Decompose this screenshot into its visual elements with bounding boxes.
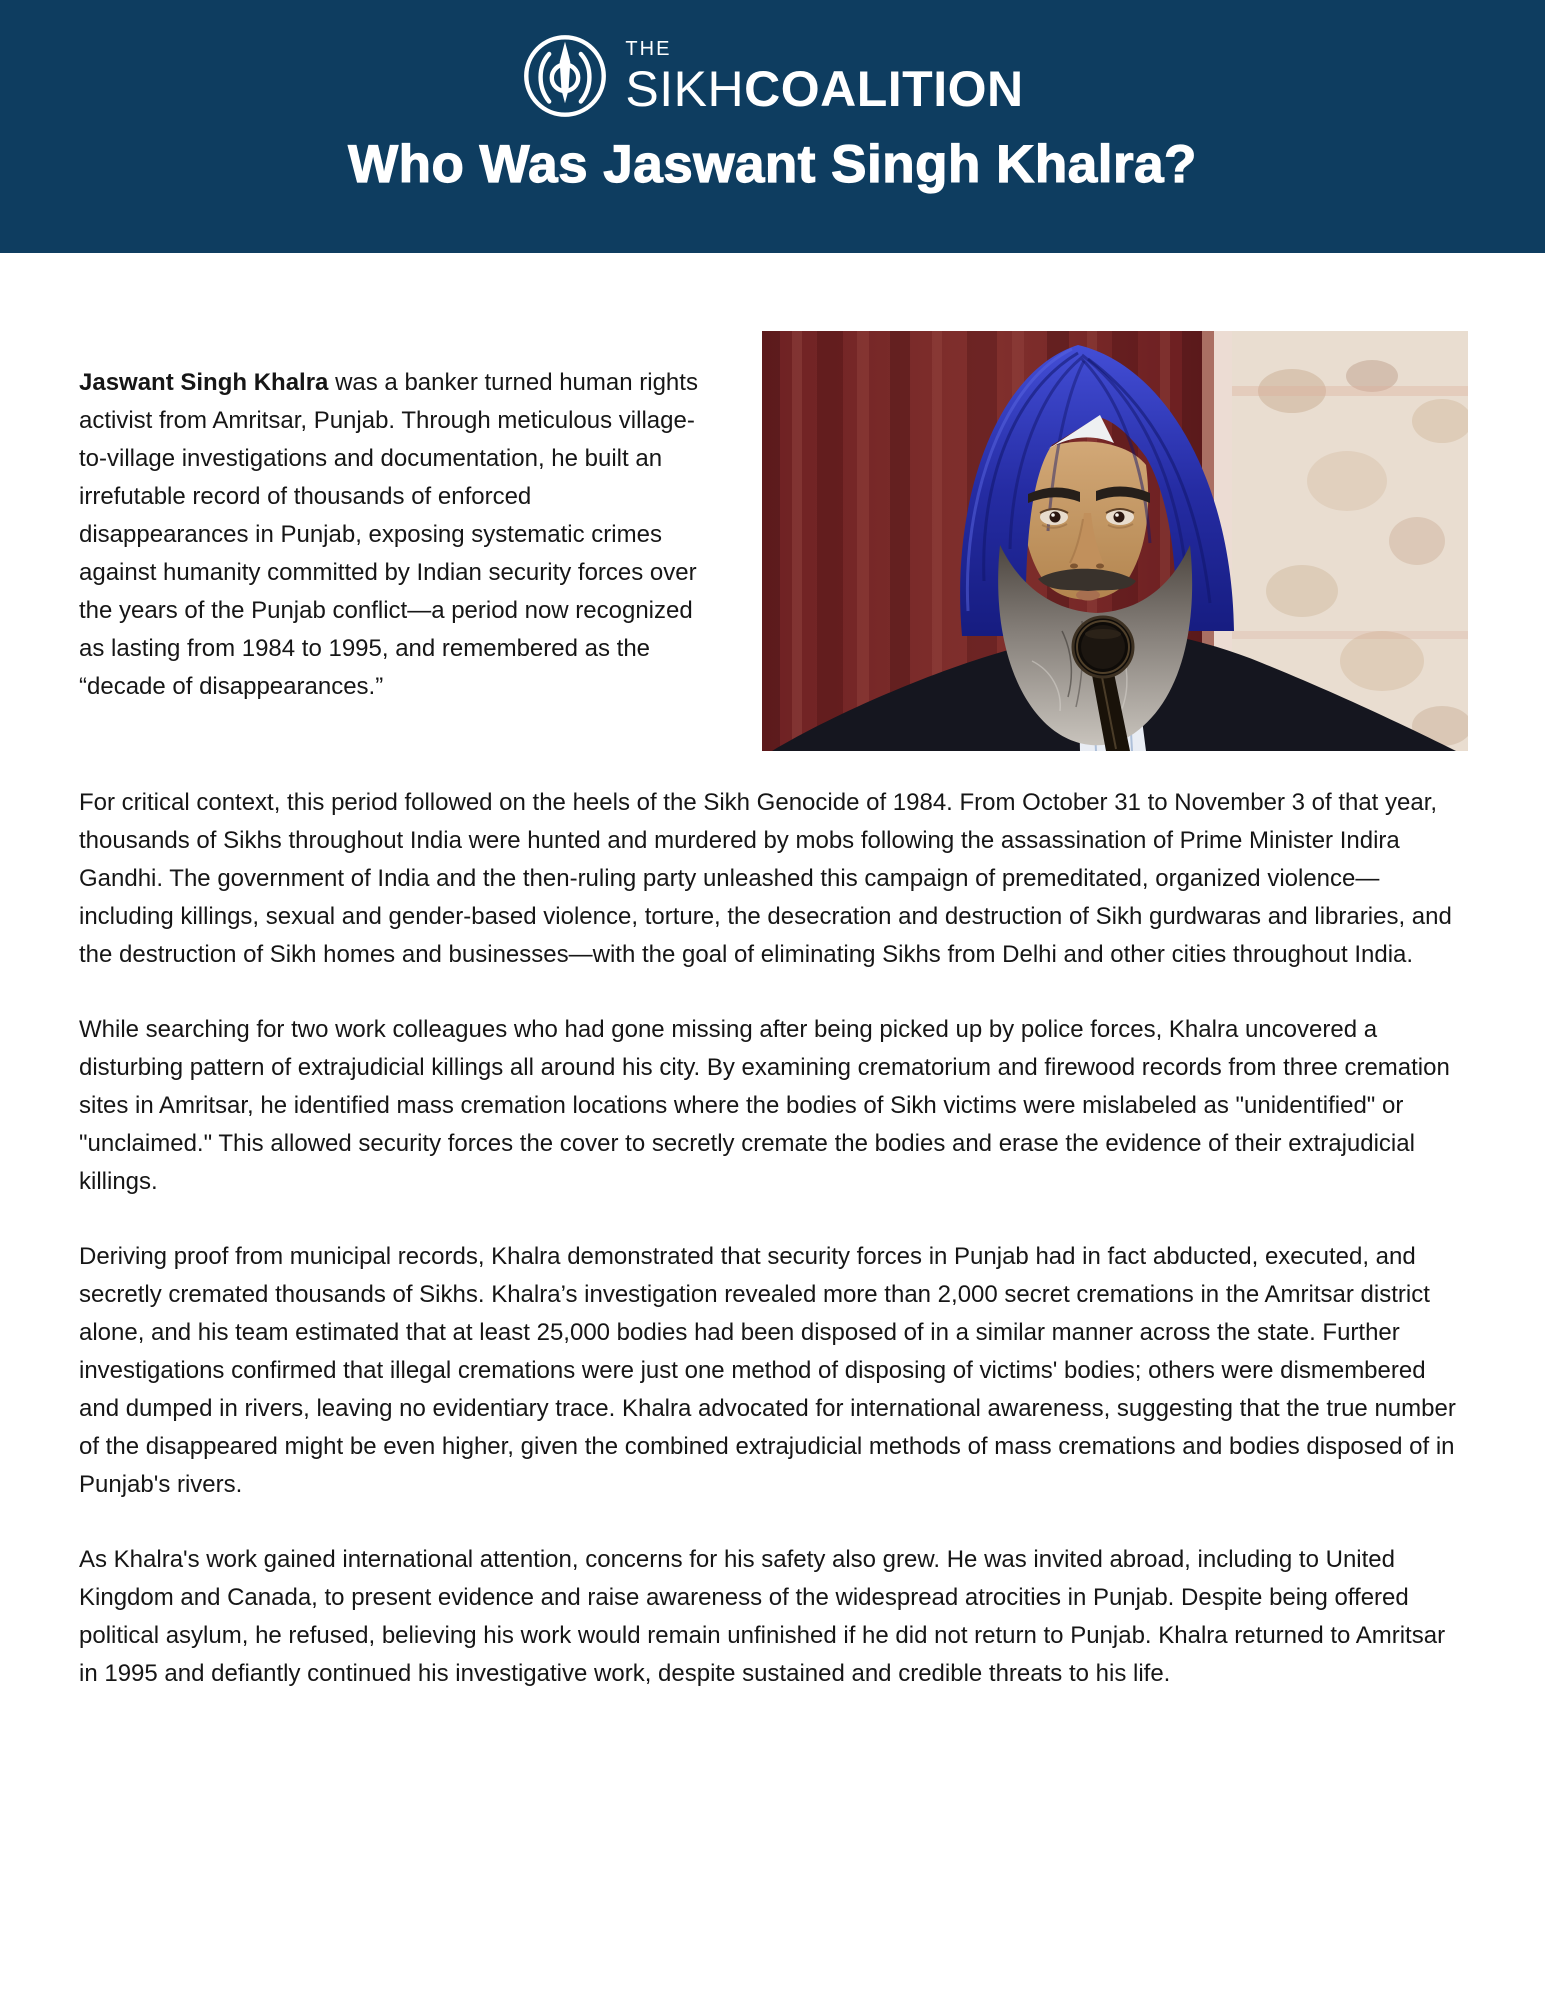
photo-illustration (762, 331, 1468, 751)
page-title: Who Was Jaswant Singh Khalra? (348, 135, 1197, 194)
logo-coalition: COALITION (744, 60, 1024, 117)
intro-text-rest: was a banker turned human rights activist from Amritsar, Punjab. Through meticulous village-to-village investigations and documentation, he built an irrefutable record of thousands of enforced disappearances in Punjab, exposing systematic crimes against humanity committed by Indian security forces over the years of the Punjab conflict—a period now recognized as lasting from 1984 to 1995, and remembered as the “decade of disappearances.” (79, 369, 698, 700)
header (0, 0, 1545, 253)
intro-paragraph (79, 364, 707, 727)
khanda-logo-icon (521, 30, 609, 122)
paragraph-sikh-genocide-context: For critical context, this period followed on the heels of the Sikh Genocide of 1984. From October 31 to November 3 of that year, thousands of Sikhs throughout India were hunted and murdered by mobs following the assassination of Prime Minister Indira Gandhi. The government of India and the then-ruling party unleashed this campaign of premeditated, organized violence—including killings, sexual and gender-based violence, torture, the desecration and destruction of Sikh gurdwaras and libraries, and the destruction of Sikh homes and businesses—with the goal of eliminating Sikhs from Delhi and other cities throughout India. (79, 789, 1452, 968)
logo-wordmark (625, 37, 1024, 117)
logo-the: THE (625, 37, 672, 60)
sikh-coalition-logo (521, 30, 1023, 122)
article-body (0, 253, 1545, 1693)
paragraph-municipal-records-findings: Deriving proof from municipal records, Khalra demonstrated that security forces in Punjab had in fact abducted, executed, and secretly cremated thousands of Sikhs. Khalra’s investigation revealed more than 2,000 secret cremations in the Amritsar district alone, and his team estimated that at least 25,000 bodies had been disposed of in a similar manner across the state. Further investigations confirmed that illegal cremations were just one method of disposing of victims' bodies; others were dismembered and dumped in rivers, leaving no evidentiary trace. Khalra advocated for international awareness, suggesting that the true number of the disappeared might be even higher, given the combined extrajudicial methods of mass cremations and bodies disposed of in Punjab's rivers. (79, 1243, 1456, 1498)
logo-brand (625, 60, 1024, 117)
paragraph-international-attention: As Khalra's work gained international attention, concerns for his safety also grew. He was invited abroad, including to United Kingdom and Canada, to present evidence and raise awareness of the widespread atrocities in Punjab. Despite being offered political asylum, he refused, believing his work would remain unfinished if he did not return to Punjab. Khalra returned to Amritsar in 1995 and defiantly continued his investigative work, despite sustained and credible threats to his life. (79, 1546, 1446, 1687)
intro-section (79, 340, 1468, 751)
logo-sikh: SIKH (625, 60, 745, 117)
intro-lead-name: Jaswant Singh Khalra (79, 369, 329, 396)
paragraph-cremation-investigation: While searching for two work colleagues who had gone missing after being picked up by police forces, Khalra uncovered a disturbing pattern of extrajudicial killings all around his city. By examining crematorium and firewood records from three cremation sites in Amritsar, he identified mass cremation locations where the bodies of Sikh victims were mislabeled as "unidentified" or "unclaimed." This allowed security forces the cover to secretly cremate the bodies and erase the evidence of their extrajudicial killings. (79, 1016, 1450, 1195)
photo-jaswant-singh-khalra (762, 331, 1468, 751)
